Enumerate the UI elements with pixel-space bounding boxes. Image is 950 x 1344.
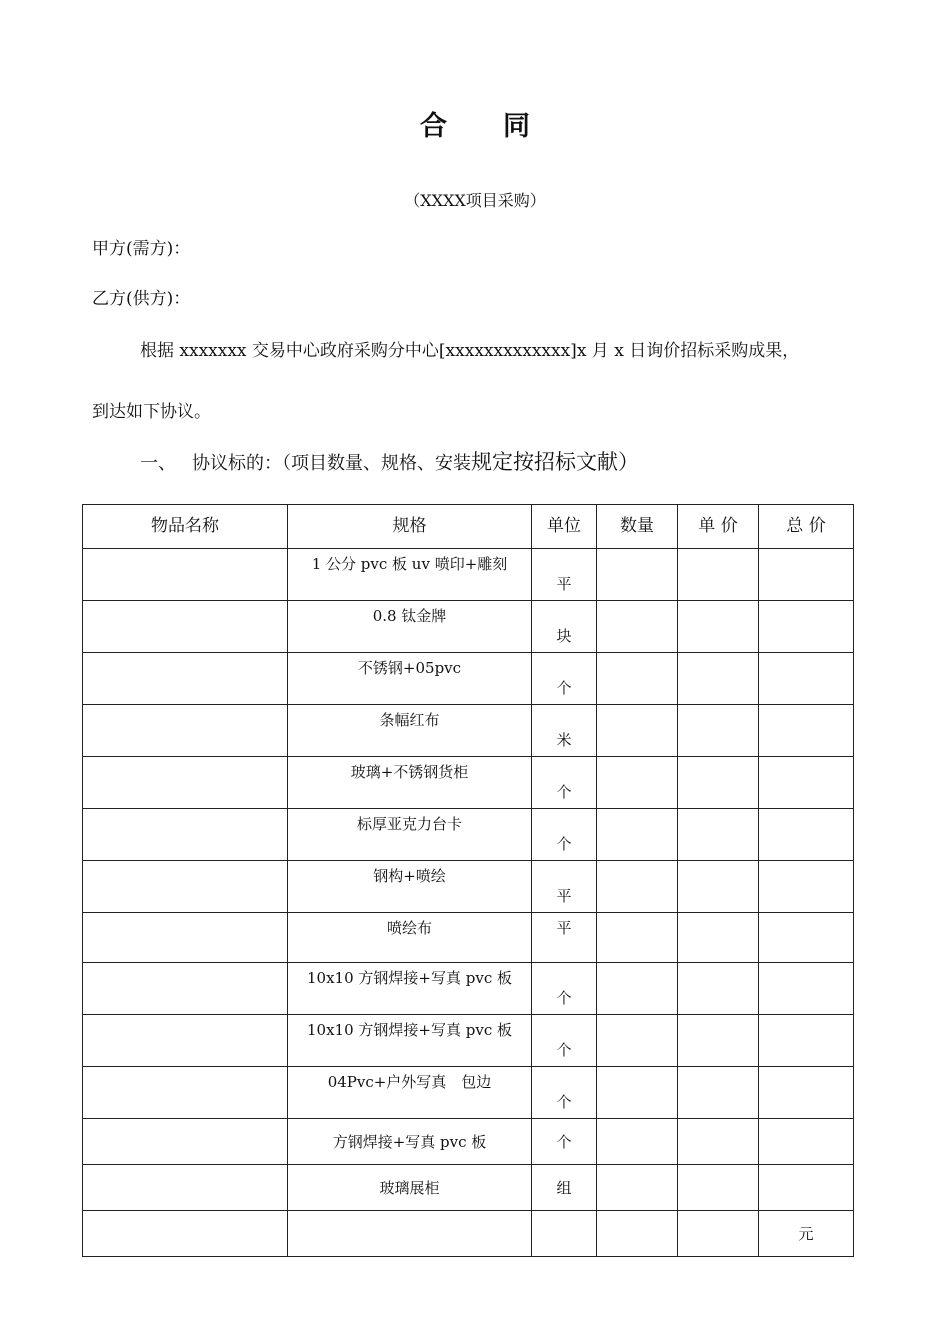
total-row-empty-cell <box>83 1211 288 1257</box>
item-name-cell <box>83 1165 288 1211</box>
spec-cell: 玻璃展柜 <box>288 1165 532 1211</box>
table-row <box>83 809 854 861</box>
table-row <box>83 601 854 653</box>
unit-price-cell <box>678 963 759 1015</box>
quantity-cell <box>597 963 678 1015</box>
spec-cell: 0.8 钛金牌 <box>288 601 532 653</box>
total-row-empty-cell <box>678 1211 759 1257</box>
item-name-cell <box>83 549 288 601</box>
table-row <box>83 1165 854 1211</box>
unit-cell: 个 <box>532 1119 597 1165</box>
item-name-cell <box>83 757 288 809</box>
unit-price-cell <box>678 1165 759 1211</box>
intro-paragraph-line1: 根据 xxxxxxx 交易中心政府采购分中心[xxxxxxxxxxxxx]x 月 x 日询价招标采购成果， <box>140 341 800 361</box>
item-name-cell <box>83 963 288 1015</box>
header-spec: 规格 <box>288 505 532 549</box>
spec-cell: 不锈钢+05pvc <box>288 653 532 705</box>
total-price-cell <box>759 705 854 757</box>
items-table <box>82 504 854 1257</box>
unit-price-cell <box>678 653 759 705</box>
total-price-cell <box>759 1015 854 1067</box>
unit-cell: 个 <box>532 809 597 861</box>
quantity-cell <box>597 809 678 861</box>
total-row-empty-cell <box>597 1211 678 1257</box>
grand-total-cell: 元 <box>759 1211 854 1257</box>
total-price-cell <box>759 913 854 963</box>
unit-cell: 组 <box>532 1165 597 1211</box>
unit-price-cell <box>678 1015 759 1067</box>
table-row <box>83 1067 854 1119</box>
header-item-name: 物品名称 <box>83 505 288 549</box>
total-row-empty-cell <box>532 1211 597 1257</box>
table-header-row <box>83 505 854 549</box>
unit-cell: 个 <box>532 1015 597 1067</box>
spec-cell: 04Pvc+户外写真 包边 <box>288 1067 532 1119</box>
table-row <box>83 1119 854 1165</box>
item-name-cell <box>83 601 288 653</box>
total-price-cell <box>759 861 854 913</box>
unit-cell: 块 <box>532 601 597 653</box>
section-text-small: 协议标的：（项目数量、规格、安装 <box>192 453 471 474</box>
unit-price-cell <box>678 601 759 653</box>
header-total-price: 总 价 <box>759 505 854 549</box>
unit-cell: 米 <box>532 705 597 757</box>
unit-price-cell <box>678 1119 759 1165</box>
spec-cell: 钢构+喷绘 <box>288 861 532 913</box>
item-name-cell <box>83 913 288 963</box>
quantity-cell <box>597 705 678 757</box>
unit-cell: 个 <box>532 757 597 809</box>
header-quantity: 数量 <box>597 505 678 549</box>
quantity-cell <box>597 861 678 913</box>
table-row <box>83 1015 854 1067</box>
unit-cell: 个 <box>532 963 597 1015</box>
spec-cell: 10x10 方钢焊接+写真 pvc 板 <box>288 1015 532 1067</box>
total-price-cell <box>759 963 854 1015</box>
total-price-cell <box>759 653 854 705</box>
spec-cell: 标厚亚克力台卡 <box>288 809 532 861</box>
total-price-cell <box>759 601 854 653</box>
table-row <box>83 913 854 963</box>
total-price-cell <box>759 1165 854 1211</box>
total-row-empty-cell <box>288 1211 532 1257</box>
unit-cell: 个 <box>532 653 597 705</box>
spec-cell: 10x10 方钢焊接+写真 pvc 板 <box>288 963 532 1015</box>
section-text-large: 规定按招标文献） <box>471 450 639 474</box>
quantity-cell <box>597 653 678 705</box>
total-price-cell <box>759 1067 854 1119</box>
table-row <box>83 861 854 913</box>
spec-cell: 方钢焊接+写真 pvc 板 <box>288 1119 532 1165</box>
quantity-cell <box>597 757 678 809</box>
total-price-cell <box>759 809 854 861</box>
unit-price-cell <box>678 1067 759 1119</box>
table-row <box>83 963 854 1015</box>
contract-subtitle: （XXXX项目采购） <box>404 191 546 210</box>
item-name-cell <box>83 705 288 757</box>
total-price-cell <box>759 549 854 601</box>
header-unit: 单位 <box>532 505 597 549</box>
party-a-label: 甲方(需方)： <box>92 239 191 259</box>
section-1-heading <box>140 446 639 476</box>
section-number: 一、 <box>140 453 176 474</box>
total-price-cell <box>759 1119 854 1165</box>
unit-price-cell <box>678 549 759 601</box>
unit-cell: 个 <box>532 1067 597 1119</box>
header-unit-price: 单 价 <box>678 505 759 549</box>
item-name-cell <box>83 1015 288 1067</box>
unit-price-cell <box>678 913 759 963</box>
contract-title: 合同 <box>420 111 586 142</box>
unit-cell: 平 <box>532 549 597 601</box>
quantity-cell <box>597 913 678 963</box>
unit-price-cell <box>678 757 759 809</box>
table-row <box>83 653 854 705</box>
quantity-cell <box>597 549 678 601</box>
spec-cell: 喷绘布 <box>288 913 532 963</box>
item-name-cell <box>83 653 288 705</box>
table-row <box>83 757 854 809</box>
quantity-cell <box>597 1119 678 1165</box>
total-price-cell <box>759 757 854 809</box>
unit-cell: 平 <box>532 913 597 963</box>
spec-cell: 1 公分 pvc 板 uv 喷印+雕刻 <box>288 549 532 601</box>
item-name-cell <box>83 1067 288 1119</box>
table-total-row <box>83 1211 854 1257</box>
table-row <box>83 549 854 601</box>
item-name-cell <box>83 809 288 861</box>
quantity-cell <box>597 1015 678 1067</box>
quantity-cell <box>597 601 678 653</box>
spec-cell: 玻璃+不锈钢货柜 <box>288 757 532 809</box>
unit-cell: 平 <box>532 861 597 913</box>
item-name-cell <box>83 861 288 913</box>
quantity-cell <box>597 1067 678 1119</box>
table-row <box>83 705 854 757</box>
unit-price-cell <box>678 861 759 913</box>
quantity-cell <box>597 1165 678 1211</box>
party-b-label: 乙方(供方)： <box>92 289 191 309</box>
unit-price-cell <box>678 809 759 861</box>
intro-paragraph-line2: 到达如下协议。 <box>92 402 211 422</box>
item-name-cell <box>83 1119 288 1165</box>
spec-cell: 条幅红布 <box>288 705 532 757</box>
unit-price-cell <box>678 705 759 757</box>
